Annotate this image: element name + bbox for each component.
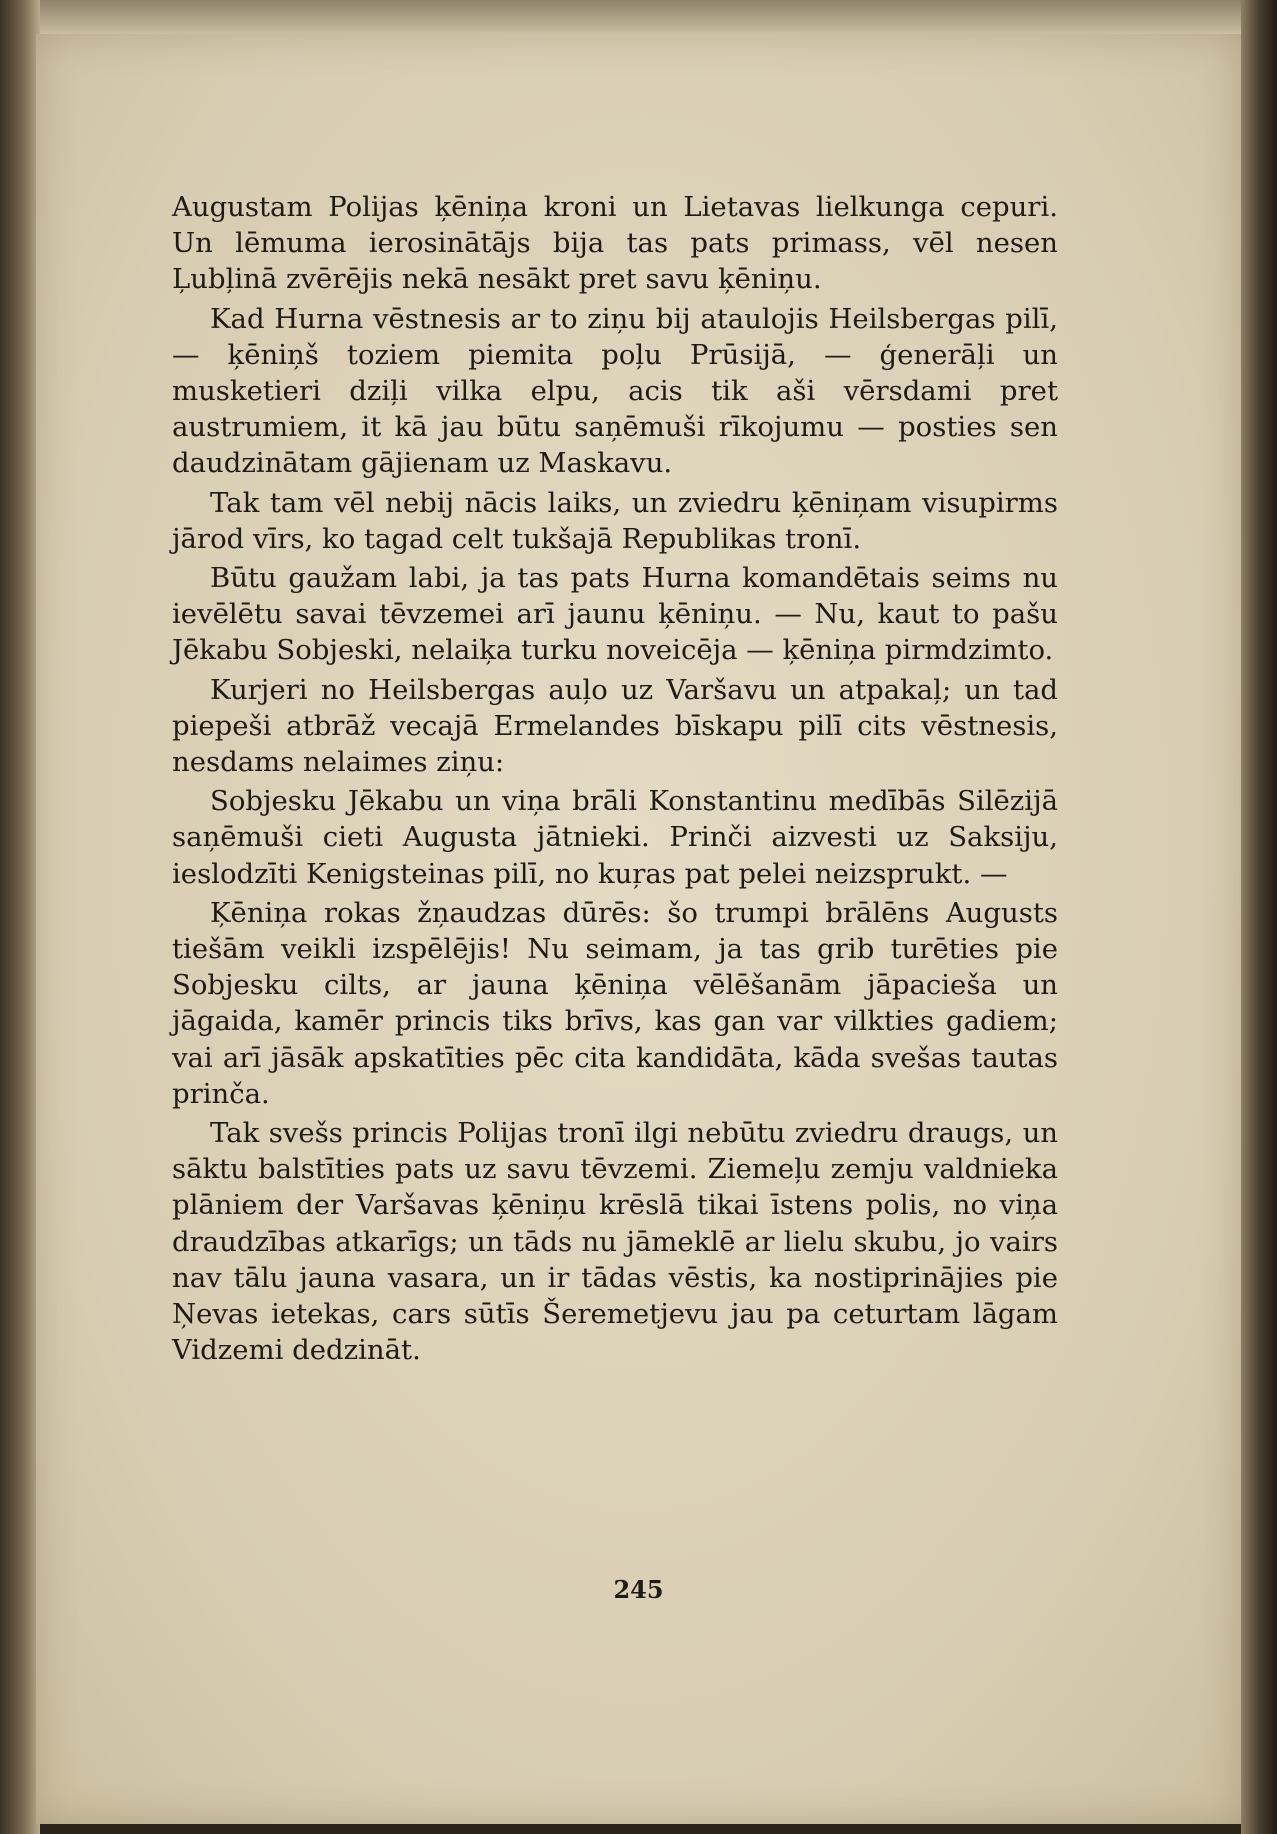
page-top-edge	[0, 0, 1277, 36]
book-gutter-left	[0, 0, 40, 1834]
book-edge-right	[1241, 0, 1277, 1834]
paragraph-6: Sobjesku Jēkabu un viņa brāli Konstantinu medībās Silēzijā saņēmuši cieti Augusta jātnieki. Prinči aizvesti uz Saksiju, ieslodzīti Kenigsteinas pilī, no kuŗas pat pelei neizsprukt. —	[172, 785, 1058, 890]
page-text	[172, 189, 1058, 1372]
paragraph-7: Ķēniņa rokas žņaudzas dūrēs: šo trumpi brālēns Augusts tiešām veikli izspēlējis! Nu seimam, ja tas grib turēties pie Sobjesku cilts, ar jauna ķēniņa vēlēšanām jāpacieša un jāgaida, kamēr princis tiks brīvs, kas gan var vilkties gadiem; vai arī jāsāk apskatīties pēc cita kandidāta, kāda svešas tautas prinča.	[172, 896, 1058, 1110]
paragraph-3: Tak tam vēl nebij nācis laiks, un zviedru ķēniņam visupirms jārod vīrs, ko tagad celt tukšajā Republikas tronī.	[172, 486, 1058, 555]
paragraph-1: Augustam Polijas ķēniņa kroni un Lietavas lielkunga cepuri. Un lēmuma ierosinātājs bija tas pats primass, vēl nesen Ļubļinā zvērējis nekā nesākt pret savu ķēniņu.	[172, 191, 1058, 296]
paragraph-2: Kad Hurna vēstnesis ar to ziņu bij ataulojis Heilsbergas pilī, — ķēniņš toziem piemita poļu Prūsijā, — ģenerāļi un musketieri dziļi vilka elpu, acis tik aši vērsdami pret austrumiem, it kā jau būtu saņēmuši rīkojumu — posties sen daudzinātam gājienam uz Maskavu.	[172, 302, 1058, 480]
paragraph-8: Tak svešs princis Polijas tronī ilgi nebūtu zviedru draugs, un sāktu balstīties pats uz savu tēvzemi. Ziemeļu zemju valdnieka plāniem der Varšavas ķēniņu krēslā tikai īstens polis, no viņa draudzības atkarīgs; un tāds nu jāmeklē ar lielu skubu, jo vairs nav tālu jauna vasara, un ir tādas vēstis, ka nostiprinājies pie Ņevas ietekas, cars sūtīs Šeremetjevu jau pa ceturtam lāgam Vidzemi dedzināt.	[172, 1117, 1058, 1367]
paragraph-5: Kurjeri no Heilsbergas auļo uz Varšavu un atpakaļ; un tad piepeši atbrāž vecajā Ermelandes bīskapu pilī cits vēstnesis, nesdams nelaimes ziņu:	[172, 673, 1058, 779]
page-number: 245	[613, 1575, 664, 1604]
paragraph-4: Būtu gaužam labi, ja tas pats Hurna komandētais seims nu ievēlētu savai tēvzemei arī jaunu ķēniņu. — Nu, kaut to pašu Jēkabu Sobjeski, nelaiķa turku noveicēja — ķēniņa pirmdzimto.	[172, 562, 1058, 667]
